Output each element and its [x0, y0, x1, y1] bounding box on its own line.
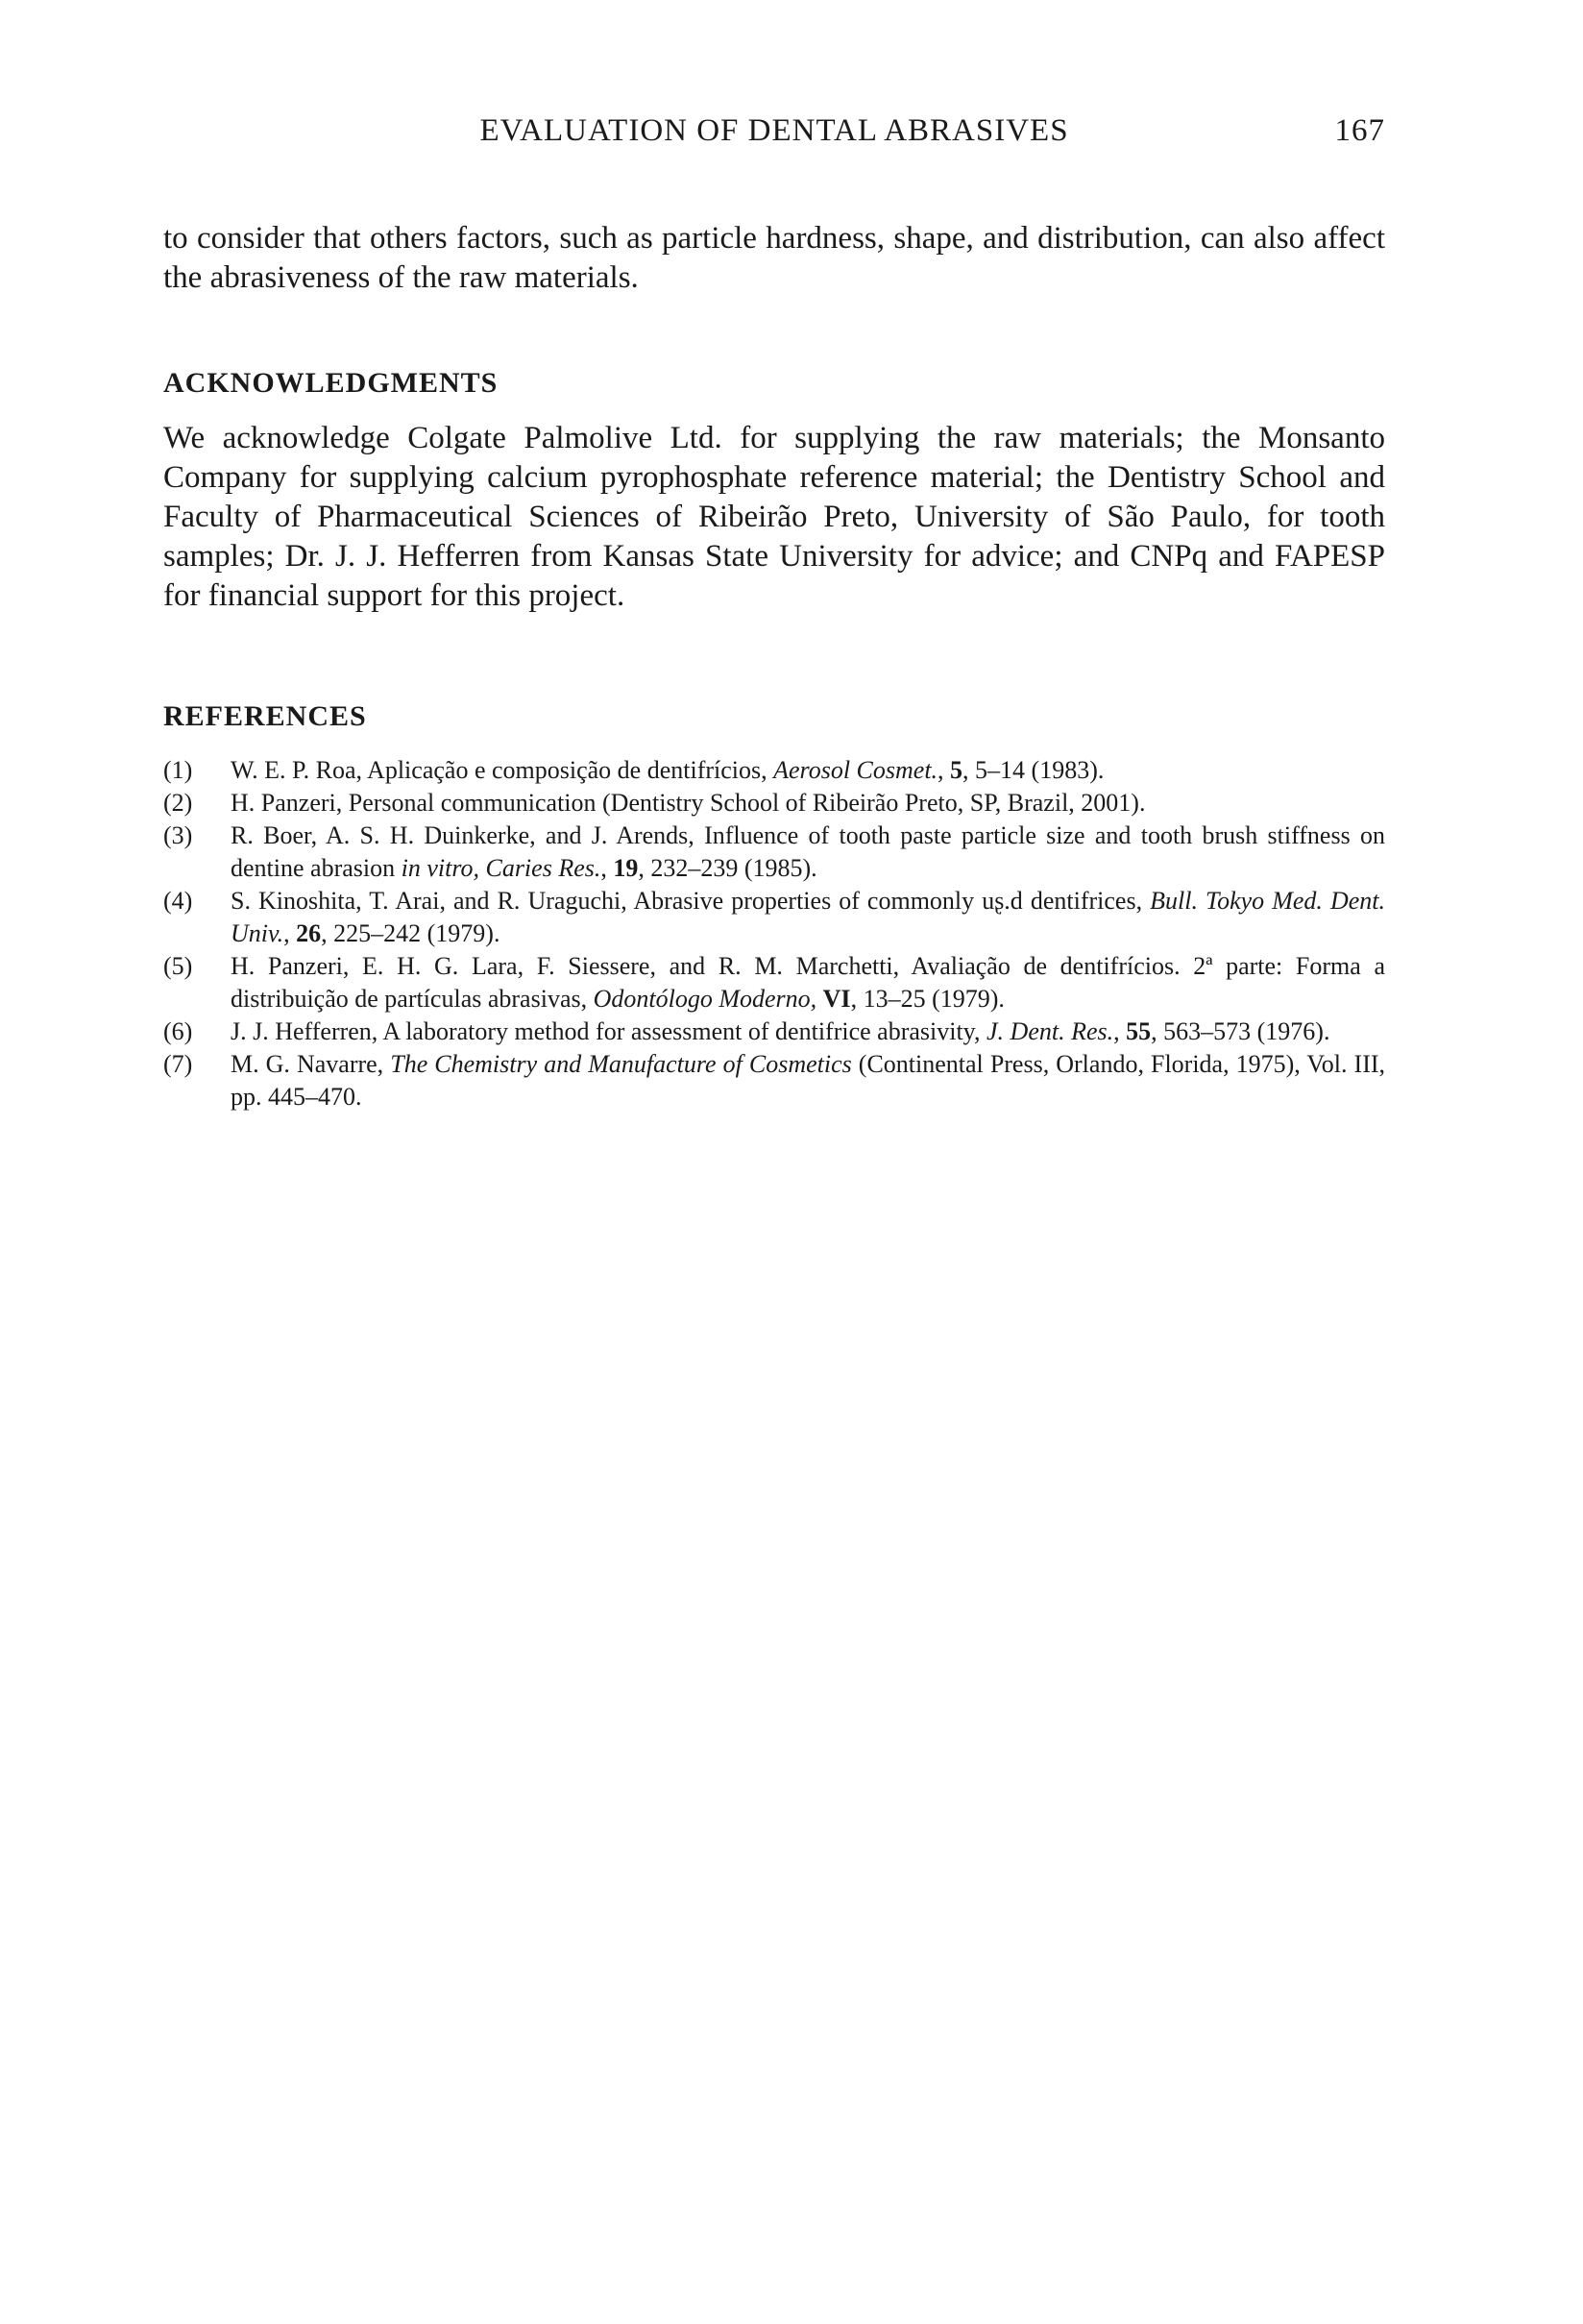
- reference-item: (4) S. Kinoshita, T. Arai, and R. Uraguchi, Abrasive properties of commonly uʂ.d dentifrices, Bull. Tokyo Med. Dent. Univ., 26, 225–242 (1979).: [163, 887, 1385, 947]
- reference-pages: , 13–25 (1979).: [850, 985, 1005, 1013]
- reference-text: H. Panzeri, E. H. G. Lara, F. Siessere, and R. M. Marchetti, Avaliação de dentifrícios. 2ª parte: Forma a distribuição de partículas abrasivas,: [231, 952, 1385, 1013]
- reference-number: (6): [163, 1017, 193, 1045]
- reference-pages: , 232–239 (1985).: [638, 854, 817, 882]
- reference-text: H. Panzeri, Personal communication (Dentistry School of Ribeirão Preto, SP, Brazil, 2001).: [231, 789, 1146, 817]
- reference-volume: 19: [613, 854, 639, 882]
- page-number: 167: [1334, 113, 1385, 148]
- references-heading: REFERENCES: [163, 700, 367, 732]
- intro-paragraph: to consider that others factors, such as particle hardness, shape, and distribution, can also affect the abrasiveness of the raw materials.: [163, 221, 1385, 295]
- reference-number: (3): [163, 821, 193, 849]
- reference-pages: , 563–573 (1976).: [1151, 1017, 1330, 1045]
- page: [163, 113, 1385, 1113]
- reference-number: (5): [163, 952, 193, 980]
- reference-journal: in vitro, Caries Res.: [401, 854, 601, 882]
- reference-pages: (Continental Press, Orlando, Florida, 1975), Vol. III, pp. 445–470.: [231, 1050, 1386, 1111]
- reference-number: (1): [163, 756, 193, 784]
- reference-volume: 5: [950, 756, 963, 784]
- acknowledgments-heading: ACKNOWLEDGMENTS: [163, 367, 499, 399]
- reference-item: [163, 950, 1385, 1015]
- reference-item: (1) W. E. P. Roa, Aplicação e composição de dentifrícios, Aerosol Cosmet., 5, 5–14 (1983).: [163, 754, 1385, 787]
- reference-volume: VI: [822, 985, 851, 1013]
- reference-number: (4): [163, 887, 193, 915]
- reference-text: S. Kinoshita, T. Arai, and R. Uraguchi, Abrasive properties of commonly uʂ.d dentifrices,: [231, 887, 1151, 915]
- reference-volume: 55: [1126, 1017, 1152, 1045]
- reference-journal: Bull. Tokyo Med. Dent. Univ.: [231, 887, 1385, 947]
- reference-item: [163, 787, 1385, 820]
- reference-journal: J. Dent. Res.: [986, 1017, 1114, 1045]
- reference-text: W. E. P. Roa, Aplicação e composição de dentifrícios,: [231, 756, 774, 784]
- reference-journal: Aerosol Cosmet.: [773, 756, 938, 784]
- reference-pages: , 5–14 (1983).: [962, 756, 1105, 784]
- reference-list: [163, 754, 1385, 1113]
- reference-item: (3) R. Boer, A. S. H. Duinkerke, and J. Arends, Influence of tooth paste particle size and tooth brush stiffness on dentine abrasion in vitro, Caries Res., 19, 232–239 (1985).: [163, 821, 1385, 882]
- reference-journal: Odontólogo Moderno,: [593, 985, 817, 1013]
- reference-volume: 26: [296, 919, 322, 947]
- reference-pages: , 225–242 (1979).: [321, 919, 500, 947]
- reference-item: (6) J. J. Hefferren, A laboratory method for assessment of dentifrice abrasivity, J. Dent. Res., 55, 563–573 (1976).: [163, 1015, 1385, 1048]
- reference-number: (2): [163, 789, 193, 817]
- reference-text: M. G. Navarre,: [231, 1050, 391, 1078]
- reference-journal: The Chemistry and Manufacture of Cosmetics: [390, 1050, 852, 1078]
- reference-text: J. J. Hefferren, A laboratory method for assessment of dentifrice abrasivity,: [231, 1017, 986, 1045]
- reference-item: [163, 1048, 1385, 1113]
- acknowledgments-text: We acknowledge Colgate Palmolive Ltd. for supplying the raw materials; the Monsanto Company for supplying calcium pyrophosphate reference material; the Dentistry School and Faculty of Pharmaceutical Sciences of Ribeirão Preto, University of São Paulo, for tooth samples; Dr. J. J. Hefferren from Kansas State University for advice; and CNPq and FAPESP for financial support for this project.: [163, 421, 1385, 613]
- reference-text: R. Boer, A. S. H. Duinkerke, and J. Arends, Influence of tooth paste particle size and tooth brush stiffness on dentine abrasion: [231, 821, 1385, 882]
- running-header: [163, 113, 1385, 159]
- running-title: EVALUATION OF DENTAL ABRASIVES: [479, 113, 1069, 148]
- reference-number: (7): [163, 1050, 193, 1078]
